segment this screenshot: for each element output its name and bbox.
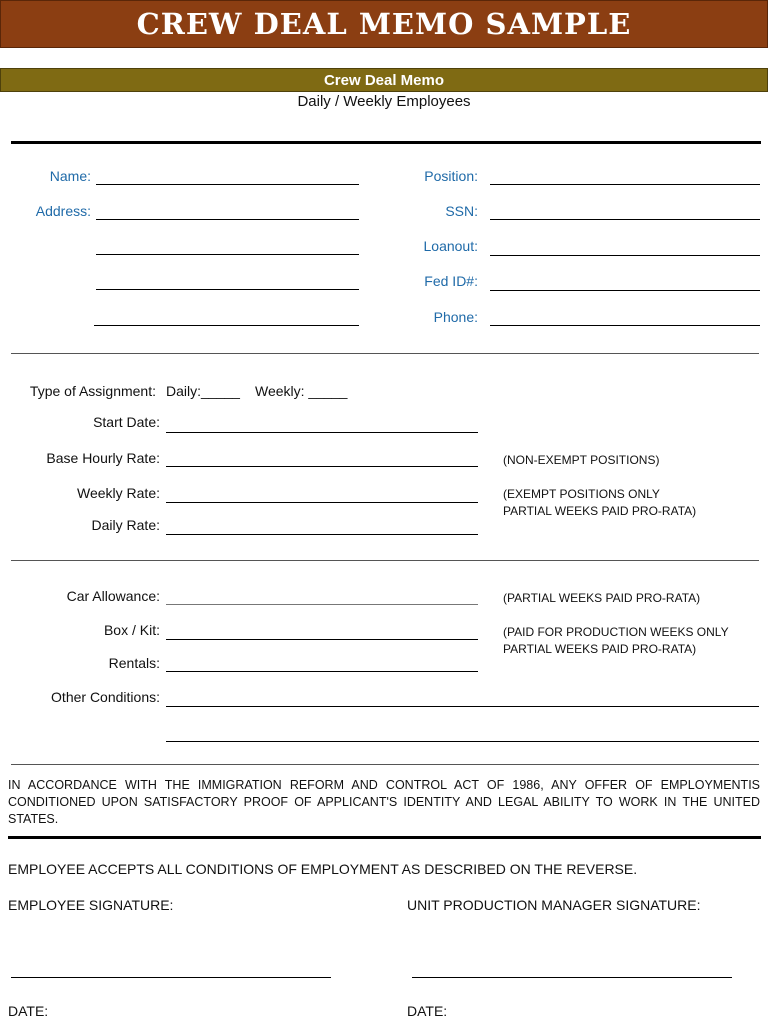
other-conditions-label: Other Conditions: bbox=[51, 689, 160, 705]
address-field-2[interactable] bbox=[96, 254, 359, 255]
start-date-field[interactable] bbox=[166, 432, 478, 433]
form-title-bar bbox=[0, 68, 768, 92]
base-hourly-rate-label: Base Hourly Rate: bbox=[46, 450, 160, 466]
upm-date-label: DATE: bbox=[407, 1003, 448, 1019]
box-kit-note-line-2: PARTIAL WEEKS PAID PRO-RATA) bbox=[503, 642, 697, 656]
box-kit-field[interactable] bbox=[166, 639, 478, 640]
box-kit-note-line-1: (PAID FOR PRODUCTION WEEKS ONLY bbox=[503, 625, 729, 639]
name-field[interactable] bbox=[96, 184, 359, 185]
daily-rate-label: Daily Rate: bbox=[91, 517, 160, 533]
weekly-rate-label: Weekly Rate: bbox=[77, 485, 160, 501]
non-exempt-note: (NON-EXEMPT POSITIONS) bbox=[503, 453, 660, 467]
exempt-note-line-2: PARTIAL WEEKS PAID PRO-RATA) bbox=[503, 504, 697, 518]
position-label: Position: bbox=[424, 168, 478, 184]
box-kit-label: Box / Kit: bbox=[103, 622, 160, 638]
employee-signature-field[interactable] bbox=[11, 977, 331, 978]
banner-title: CREW DEAL MEMO SAMPLE bbox=[136, 7, 632, 41]
divider-legal bbox=[8, 836, 761, 839]
fed-id-field[interactable] bbox=[490, 290, 760, 291]
loanout-label: Loanout: bbox=[423, 238, 478, 254]
address-field-1[interactable] bbox=[96, 219, 359, 220]
address-field-3[interactable] bbox=[96, 289, 359, 290]
upm-signature-label: UNIT PRODUCTION MANAGER SIGNATURE: bbox=[407, 897, 701, 913]
rentals-label: Rentals: bbox=[108, 655, 160, 671]
car-allowance-note: (PARTIAL WEEKS PAID PRO-RATA) bbox=[503, 591, 701, 605]
phone-label: Phone: bbox=[433, 309, 478, 325]
rentals-field[interactable] bbox=[166, 671, 478, 672]
fed-id-label: Fed ID#: bbox=[424, 273, 478, 289]
daily-rate-field[interactable] bbox=[166, 534, 478, 535]
exempt-note-line-1: (EXEMPT POSITIONS ONLY bbox=[503, 487, 660, 501]
other-conditions-field-2[interactable] bbox=[166, 741, 759, 742]
divider-contact bbox=[11, 353, 759, 354]
loanout-field[interactable] bbox=[490, 255, 760, 256]
ssn-label: SSN: bbox=[445, 203, 478, 219]
weekly-rate-field[interactable] bbox=[166, 502, 478, 503]
car-allowance-field[interactable] bbox=[166, 604, 478, 605]
form-title: Crew Deal Memo bbox=[323, 71, 445, 89]
acceptance-statement: EMPLOYEE ACCEPTS ALL CONDITIONS OF EMPLOYMENT AS DESCRIBED ON THE REVERSE. bbox=[8, 861, 638, 877]
employee-date-label: DATE: bbox=[8, 1003, 49, 1019]
form-subtitle: Daily / Weekly Employees bbox=[297, 93, 471, 110]
immigration-notice: IN ACCORDANCE WITH THE IMMIGRATION REFORM AND CONTROL ACT OF 1986, ANY OFFER OF EMPLOYMENTIS CONDITIONED UPON SATISFACTORY PROOF OF APPLICANT'S IDENTITY AND LEGAL ABILITY TO WORK IN THE UNITED STATES. bbox=[8, 778, 760, 826]
address-label: Address: bbox=[35, 203, 91, 219]
base-hourly-rate-field[interactable] bbox=[166, 466, 478, 467]
ssn-field[interactable] bbox=[490, 219, 760, 220]
page-banner bbox=[0, 0, 768, 48]
phone-field[interactable] bbox=[490, 325, 760, 326]
type-of-assignment-label: Type of Assignment: bbox=[29, 383, 156, 399]
daily-option[interactable]: Daily:_____ bbox=[166, 383, 240, 399]
employee-signature-label: EMPLOYEE SIGNATURE: bbox=[8, 897, 174, 913]
start-date-label: Start Date: bbox=[93, 414, 160, 430]
other-conditions-field-1[interactable] bbox=[166, 706, 759, 707]
name-label: Name: bbox=[49, 168, 91, 184]
divider-assignment bbox=[11, 560, 759, 561]
address-field-4[interactable] bbox=[94, 325, 359, 326]
position-field[interactable] bbox=[490, 184, 760, 185]
weekly-option[interactable]: Weekly: _____ bbox=[255, 383, 348, 399]
upm-signature-field[interactable] bbox=[412, 977, 732, 978]
divider-allowances bbox=[11, 764, 759, 765]
car-allowance-label: Car Allowance: bbox=[66, 588, 160, 604]
divider-top bbox=[11, 141, 761, 144]
